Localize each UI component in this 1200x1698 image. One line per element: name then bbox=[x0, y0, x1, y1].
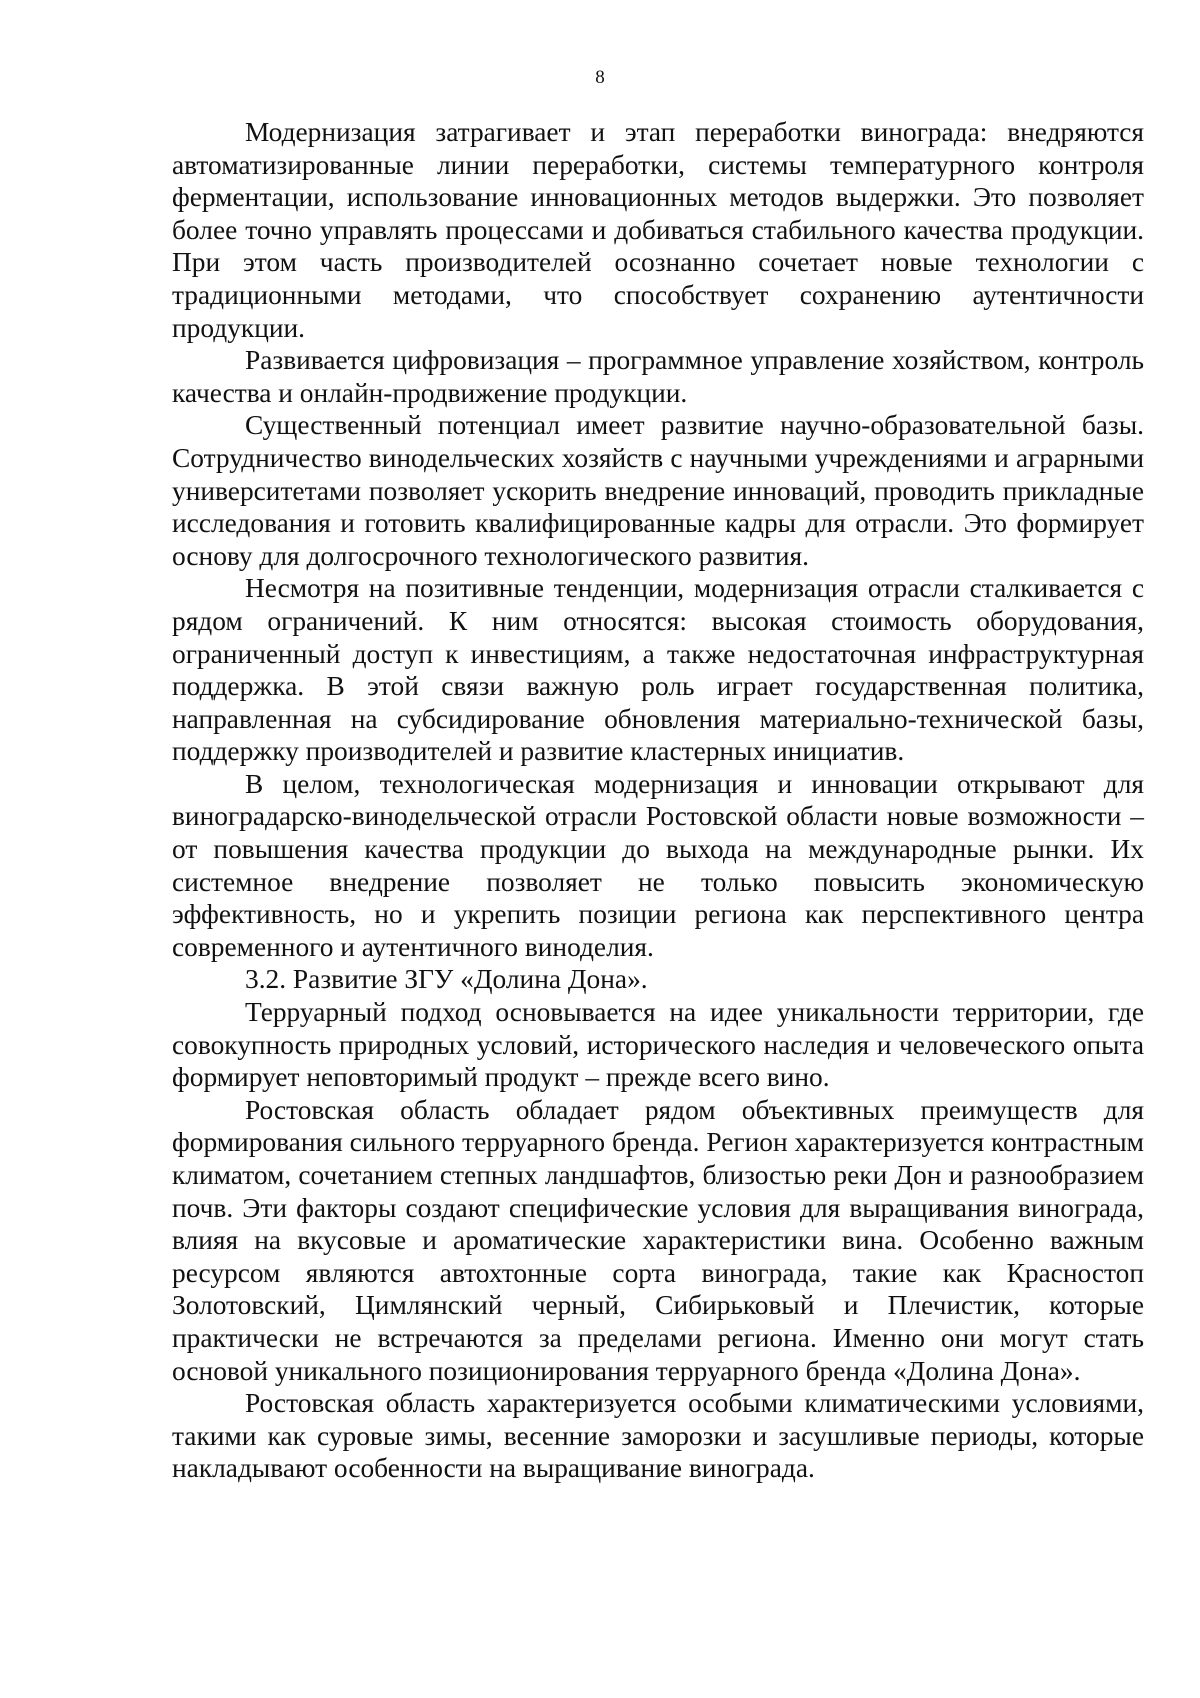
section-heading: 3.2. Развитие ЗГУ «Долина Дона». bbox=[245, 964, 648, 995]
paragraph-science-education: Существенный потенциал имеет развитие научно-образовательной базы. Сотрудничество винодельческих хозяйств с научными учреждениями и аграрными университетами позволяет ускорить внедрение инноваций, проводить прикладные исследования и готовить квалифицированные кадры для отрасли. Это формирует основу для долгосрочного технологического развития. bbox=[172, 410, 1144, 571]
paragraph-regional-advantages: Ростовская область обладает рядом объективных преимуществ для формирования сильного терруарного бренда. Регион характеризуется контрастным климатом, сочетанием степных ландшафтов, близостью реки Дон и разнообразием почв. Эти факторы создают специфические условия для выращивания винограда, влияя на вкусовые и ароматические характеристики вина. Особенно важным ресурсом являются автохтонные сорта винограда, такие как Красностоп Золотовский, Цимлянский черный, Сибирьковый и Плечистик, которые практически не встречаются за пределами региона. Именно они могут стать основой уникального позиционирования терруарного бренда «Долина Дона». bbox=[172, 1094, 1144, 1386]
paragraph-processing-modernization: Модернизация затрагивает и этап переработки винограда: внедряются автоматизированные линии переработки, системы температурного контроля ферментации, использование инновационных методов выдержки. Это позволяет более точно управлять процессами и добиваться стабильного качества продукции. При этом часть производителей осознанно сочетает новые технологии с традиционными методами, что способствует сохранению аутентичности продукции. bbox=[172, 117, 1144, 343]
paragraph-digitalization: Развивается цифровизация – программное управление хозяйством, контроль качества и онлайн-продвижение продукции. bbox=[172, 345, 1144, 408]
paragraph-climate: Ростовская область характеризуется особыми климатическими условиями, такими как суровые зимы, весенние заморозки и засушливые периоды, которые накладывают особенности на выращивание винограда. bbox=[172, 1388, 1144, 1484]
paragraph-terroir-approach: Терруарный подход основывается на идее уникальности территории, где совокупность природных условий, исторического наследия и человеческого опыта формирует неповторимый продукт – прежде всего вино. bbox=[172, 997, 1144, 1093]
paragraph-conclusion: В целом, технологическая модернизация и инновации открывают для виноградарско-винодельческой отрасли Ростовской области новые возможности – от повышения качества продукции до выхода на международные рынки. Их системное внедрение позволяет не только повысить экономическую эффективность, но и укрепить позиции региона как перспективного центра современного и аутентичного виноделия. bbox=[172, 768, 1144, 962]
paragraph-limitations: Несмотря на позитивные тенденции, модернизация отрасли сталкивается с рядом ограничений. К ним относятся: высокая стоимость оборудования, ограниченный доступ к инвестициям, а также недостаточная инфраструктурная поддержка. В этой связи важную роль играет государственная политика, направленная на субсидирование обновления материально-технической базы, поддержку производителей и развитие кластерных инициатив. bbox=[172, 573, 1144, 767]
page-number: 8 bbox=[595, 67, 605, 88]
body-text bbox=[172, 116, 1144, 1485]
